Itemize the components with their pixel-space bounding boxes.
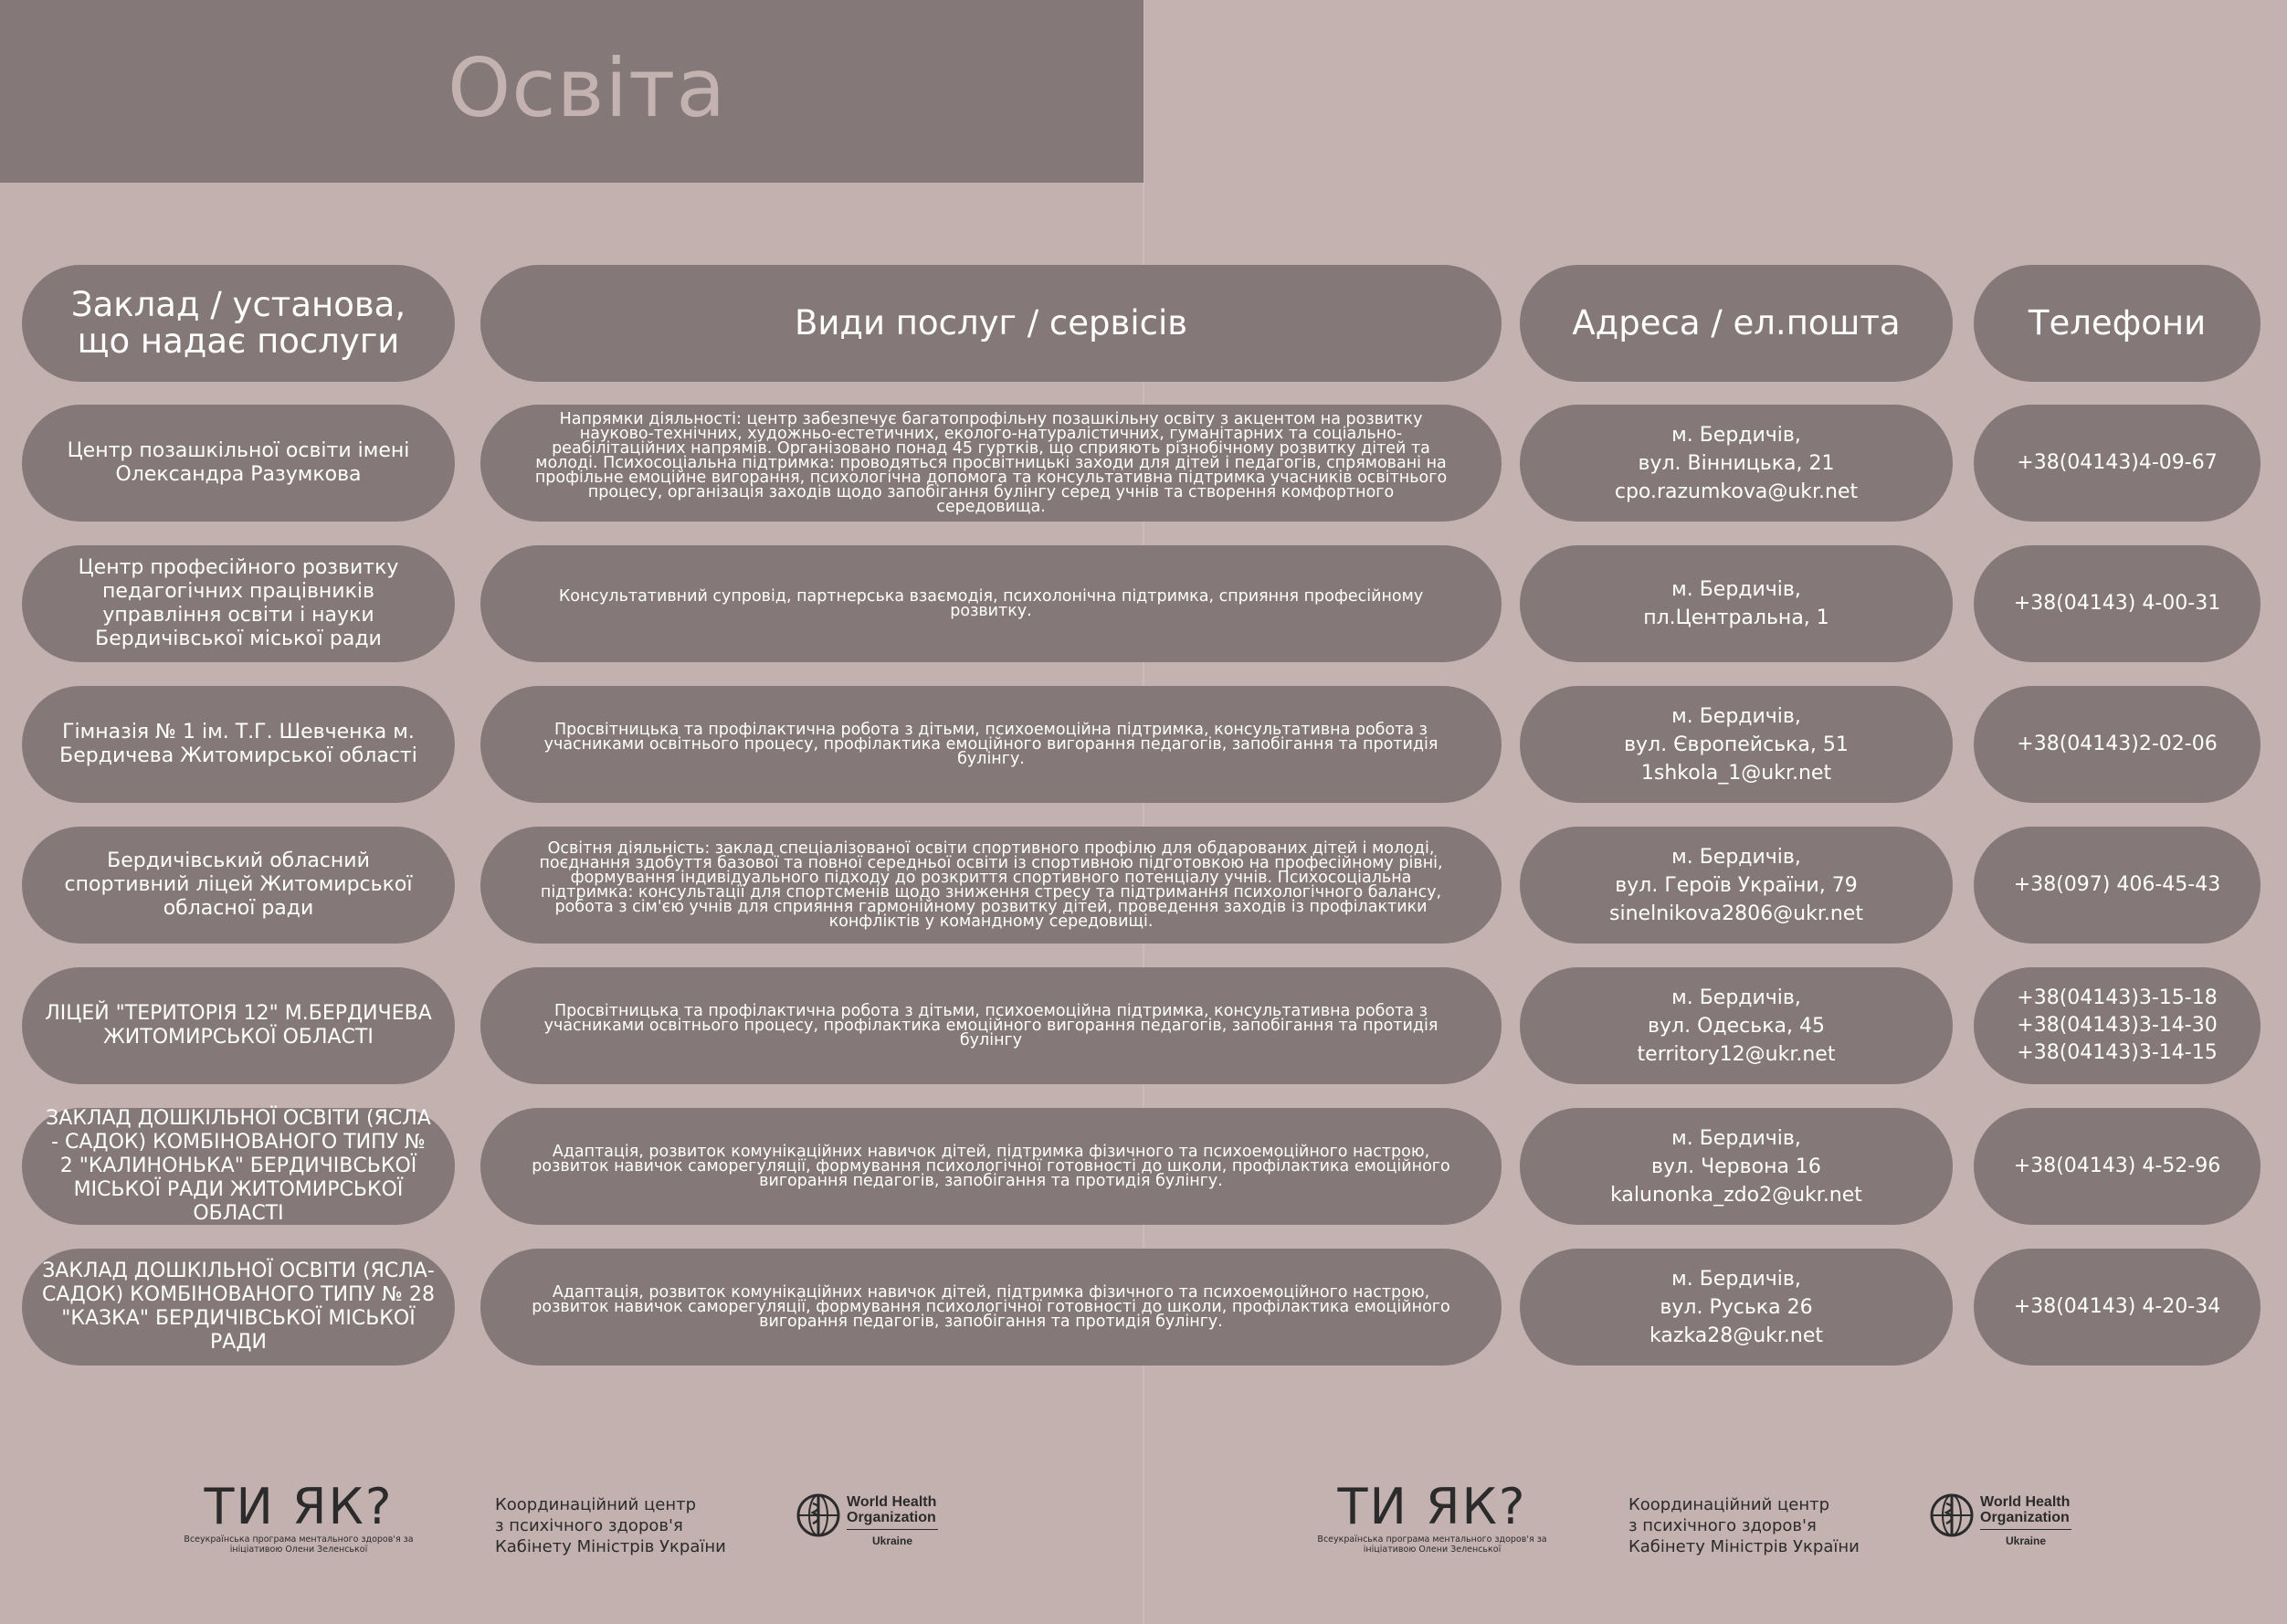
tyiak-logo-text: ТИ ЯК? xyxy=(204,1478,394,1535)
row-2-phones: +38(04143) 4-00-31 xyxy=(1974,545,2261,662)
who-logo xyxy=(1927,1491,2082,1564)
tyiak-logo-text: ТИ ЯК? xyxy=(1337,1478,1527,1535)
coordination-center-text: Координаційний центр з психічного здоров'я Кабінету Міністрів України xyxy=(1628,1495,1860,1556)
who-divider xyxy=(1980,1529,2071,1530)
row-5-services: Просвітницька та профілактична робота з дітьми, психоемоційна підтримка, консультативна робота з учасниками освітнього процесу, профілактика емоційного вигорання педагогів, запобігання та протидія булінгу xyxy=(480,967,1502,1084)
who-country: Ukraine xyxy=(871,1534,913,1547)
tyiak-logo xyxy=(171,1480,427,1555)
page-title: Освіта xyxy=(448,41,727,135)
header-band xyxy=(0,0,1144,183)
row-3-phones: +38(04143)2-02-06 xyxy=(1974,686,2261,803)
header-services: Види послуг / сервісів xyxy=(480,265,1502,382)
header-institution: Заклад / установа, що надає послуги xyxy=(22,265,455,382)
fold-line xyxy=(1143,0,1144,1624)
row-4-services: Освітня діяльність: заклад спеціалізованої освіти спортивного профілю для обдарованих дітей і молоді, поєднання здобуття базової та повної середньої освіти із спортивною підготовкою на професійному рівні, формування індивідуального підходу до розкриття спортивного потенціалу учнів. Психосоціальна підтримка: консультації для спортсменів щодо зниження стресу та підтримання психологічного балансу, робота з сім'єю учнів для сприяння гармонійному розвитку дітей, проведення заходів із профілактики конфліктів у командному середовищі. xyxy=(480,827,1502,944)
row-4-address: м. Бердичів, вул. Героїв України, 79 sinelnikova2806@ukr.net xyxy=(1520,827,1953,944)
footer-logos-left xyxy=(171,1480,993,1562)
row-5-phones: +38(04143)3-15-18 +38(04143)3-14-30 +38(04143)3-14-15 xyxy=(1974,967,2261,1084)
coordination-center-text: Координаційний центр з психічного здоров'я Кабінету Міністрів України xyxy=(495,1495,726,1556)
right-half-background xyxy=(1144,0,2287,1624)
row-6-address: м. Бердичів, вул. Червона 16 kalunonka_zdo2@ukr.net xyxy=(1520,1108,1953,1225)
row-1-services: Напрямки діяльності: центр забезпечує багатопрофільну позашкільну освіту з акцентом на розвитку науково-технічних, художньо-естетичних, еколого-натуралістичних, гуманітарних та соціально-реабілітаційних напрямів. Організовано понад 45 гуртків, що сприяють різнобічному розвитку дітей та молоді. Психосоціальна підтримка: проводяться просвітницькі заходи для дітей і педагогів, спрямовані на профільне емоційне вигорання, психологічна допомога та консультативна підтримка учасників освітнього процесу, організація заходів щодо запобігання булінгу серед учнів та створення комфортного середовища. xyxy=(480,405,1502,522)
who-divider xyxy=(847,1529,938,1530)
row-3-services: Просвітницька та профілактична робота з дітьми, психоемоційна підтримка, консультативна робота з учасниками освітнього процесу, профілактика емоційного вигорання педагогів, запобігання та протидія булінгу. xyxy=(480,686,1502,803)
row-7-address: м. Бердичів, вул. Руська 26 kazka28@ukr.net xyxy=(1520,1249,1953,1366)
header-address: Адреса / ел.пошта xyxy=(1520,265,1953,382)
row-5-address: м. Бердичів, вул. Одеська, 45 territory12@ukr.net xyxy=(1520,967,1953,1084)
who-logo xyxy=(794,1491,949,1564)
footer-logos-right xyxy=(1304,1480,2126,1562)
row-3-institution: Гімназія № 1 ім. Т.Г. Шевченка м. Бердичева Житомирської області xyxy=(22,686,455,803)
row-6-services: Адаптація, розвиток комунікаційних навичок дітей, підтримка фізичного та психоемоційного настрою, розвиток навичок саморегуляції, формування психологічної готовності до школи, профілактика емоційного вигорання педагогів, запобігання та протидія булінгу. xyxy=(480,1108,1502,1225)
row-4-institution: Бердичівський обласний спортивний ліцей Житомирської обласної ради xyxy=(22,827,455,944)
row-1-address: м. Бердичів, вул. Вінницька, 21 cpo.razumkova@ukr.net xyxy=(1520,405,1953,522)
who-emblem-icon xyxy=(1927,1491,1976,1540)
row-4-phones: +38(097) 406-45-43 xyxy=(1974,827,2261,944)
row-7-phones: +38(04143) 4-20-34 xyxy=(1974,1249,2261,1366)
row-6-institution: ЗАКЛАД ДОШКІЛЬНОЇ ОСВІТИ (ЯСЛА - САДОК) КОМБІНОВАНОГО ТИПУ № 2 "КАЛИНОНЬКА" БЕРДИЧІВСЬКОЇ МІСЬКОЇ РАДИ ЖИТОМИРСЬКОЇ ОБЛАСТІ xyxy=(22,1108,455,1225)
who-country: Ukraine xyxy=(2005,1534,2047,1547)
who-name: World Health Organization xyxy=(1980,1494,2071,1525)
row-1-phones: +38(04143)4-09-67 xyxy=(1974,405,2261,522)
row-6-phones: +38(04143) 4-52-96 xyxy=(1974,1108,2261,1225)
row-1-institution: Центр позашкільної освіти імені Олександра Разумкова xyxy=(22,405,455,522)
row-2-institution: Центр професійного розвитку педагогічних працівників управління освіти і науки Бердичівської міської ради xyxy=(22,545,455,662)
who-emblem-icon xyxy=(794,1491,843,1540)
tyiak-logo xyxy=(1304,1480,1560,1555)
who-name: World Health Organization xyxy=(847,1494,937,1525)
tyiak-caption: Всеукраїнська програма ментального здоров'я за ініціативою Олени Зеленської xyxy=(184,1534,414,1555)
row-5-institution: ЛІЦЕЙ "ТЕРИТОРІЯ 12" М.БЕРДИЧЕВА ЖИТОМИРСЬКОЇ ОБЛАСТІ xyxy=(22,967,455,1084)
row-3-address: м. Бердичів, вул. Європейська, 51 1shkola_1@ukr.net xyxy=(1520,686,1953,803)
row-2-address: м. Бердичів, пл.Центральна, 1 xyxy=(1520,545,1953,662)
header-phones: Телефони xyxy=(1974,265,2261,382)
tyiak-caption: Всеукраїнська програма ментального здоров'я за ініціативою Олени Зеленської xyxy=(1317,1534,1547,1555)
row-7-institution: ЗАКЛАД ДОШКІЛЬНОЇ ОСВІТИ (ЯСЛА-САДОК) КОМБІНОВАНОГО ТИПУ № 28 "КАЗКА" БЕРДИЧІВСЬКОЇ МІСЬКОЇ РАДИ xyxy=(22,1249,455,1366)
row-2-services: Консультативний супровід, партнерська взаємодія, психолонічна підтримка, сприяння професійному розвитку. xyxy=(480,545,1502,662)
row-7-services: Адаптація, розвиток комунікаційних навичок дітей, підтримка фізичного та психоемоційного настрою, розвиток навичок саморегуляції, формування психологічної готовності до школи, профілактика емоційного вигорання педагогів, запобігання та протидія булінгу. xyxy=(480,1249,1502,1366)
